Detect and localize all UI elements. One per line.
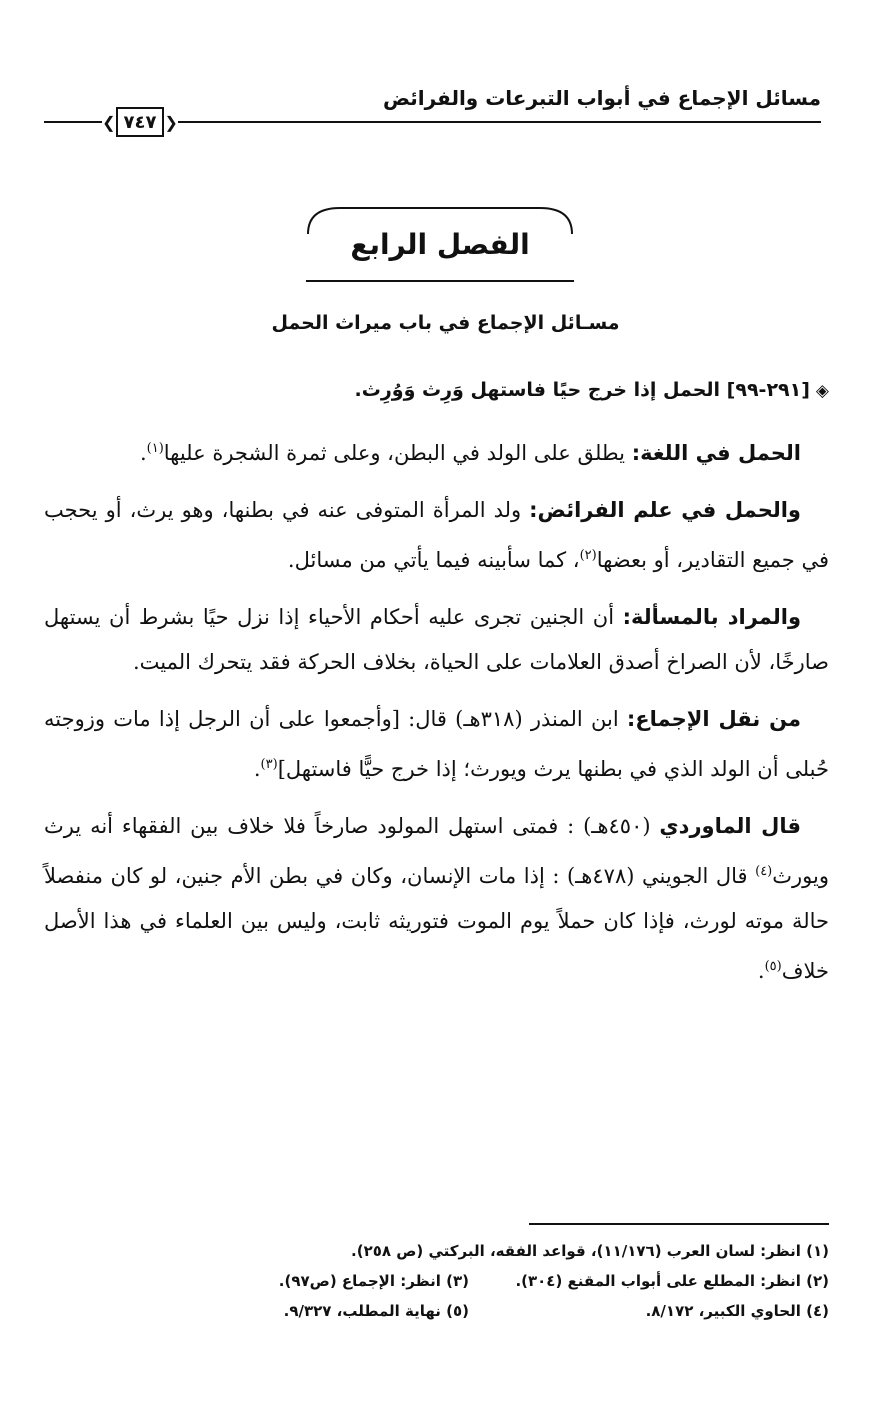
footnote-1: (١) انظر: لسان العرب (١١/١٧٦)، قواعد الفقه، البركتي (ص ٢٥٨).: [351, 1242, 829, 1260]
paragraph-lead: من نقل الإجماع:: [626, 707, 801, 731]
footnote-4: (٤) الحاوي الكبير، ٨/١٧٢.: [645, 1302, 829, 1320]
paragraph-text: أن الجنين تجرى عليه أحكام الأحياء إذا نزل حيًا بشرط أن يستهل صارخًا، لأن الصراخ أصدق العلامات على الحياة، بخلاف الحركة فقد يتحرك الميت.: [44, 605, 829, 674]
paragraph-faraid: [44, 488, 829, 583]
paragraph-text: يطلق على الولد في البطن، وعلى ثمرة الشجرة عليها: [163, 441, 632, 465]
paragraph-ijma: [44, 697, 829, 792]
running-header-title: مسائل الإجماع في أبواب التبرعات والفرائض: [382, 86, 821, 110]
paragraph-text: ولد المرأة المتوفى عنه في بطنها، وهو يرث، أو يحجب في جميع التقادير، أو بعضها: [44, 498, 829, 572]
footnote-2: (٢) انظر: المطلع على أبواب المقنع (٣٠٤).: [515, 1272, 829, 1290]
issue-heading: [44, 368, 829, 414]
footnote-ref[interactable]: (٣): [260, 757, 278, 772]
paragraph-lead: قال الماوردي: [659, 814, 801, 838]
chapter-rule: [306, 280, 574, 282]
footnote-ref[interactable]: (٢): [579, 548, 597, 563]
paragraph-tail: .: [253, 757, 261, 781]
footnote-ref[interactable]: (٥): [764, 959, 782, 974]
paragraph-murad: [44, 595, 829, 685]
main-text: [44, 368, 829, 1006]
ornament-icon: ❯: [164, 112, 178, 132]
chapter-title: الفصل الرابع: [350, 228, 530, 261]
diamond-bullet-icon: ◈: [815, 381, 829, 401]
issue-label: [٢٩١-٩٩] الحمل إذا خرج حيًا فاستهل وَرِث وَوُرِث.: [354, 379, 810, 401]
footnote-rule: [529, 1223, 829, 1225]
page-number: ٧٤٧: [123, 111, 157, 133]
footnotes: [80, 1236, 829, 1326]
paragraph-tail: .: [139, 441, 147, 465]
footnote-5: (٥) نهاية المطلب، ٩/٣٢٧.: [283, 1302, 469, 1320]
footnote-3: (٣) انظر: الإجماع (ص٩٧).: [278, 1272, 469, 1290]
paragraph-lead: والحمل في علم الفرائض:: [529, 498, 801, 522]
page-number-box: [102, 106, 178, 138]
paragraph-lead: الحمل في اللغة:: [631, 441, 801, 465]
paragraph-tail: .: [757, 959, 765, 983]
footnote-row: [80, 1266, 829, 1296]
paragraph-text: قال الجويني (٤٧٨هـ) : إذا مات الإنسان، وكان في بطن الأم جنين، لو كان منفصلاً حالة موته لورث، فإذا كان حملاً يوم الموت فتوريثه ثابت، وليس بين العلماء في هذا الأصل خلاف: [44, 864, 829, 983]
paragraph-mawardi: [44, 804, 829, 994]
paragraph-lead: والمراد بالمسألة:: [622, 605, 802, 629]
footnote-ref[interactable]: (١): [146, 441, 164, 456]
footnote-row: [80, 1296, 829, 1326]
paragraph-text: (٤٥٠هـ) : فمتى استهل المولود صارخاً فلا خلاف بين الفقهاء أنه يرث ويورث: [44, 814, 829, 888]
footnote-ref[interactable]: (٤): [755, 864, 773, 879]
paragraph-tail: ، كما سأبينه فيما يأتي من مسائل.: [287, 548, 580, 572]
paragraph-text: ابن المنذر (٣١٨هـ) قال: [وأجمعوا على أن الرجل إذا مات وزوجته حُبلى أن الولد الذي في بطنها يرث ويورث؛ إذا خرج حيًّا فاستهل]: [44, 707, 829, 781]
ornament-icon: ❮: [102, 112, 116, 132]
chapter-subtitle: مسـائل الإجماع في باب ميراث الحمل: [271, 312, 620, 334]
paragraph-lughah: [44, 426, 829, 476]
chapter-heading-frame: [300, 200, 580, 290]
